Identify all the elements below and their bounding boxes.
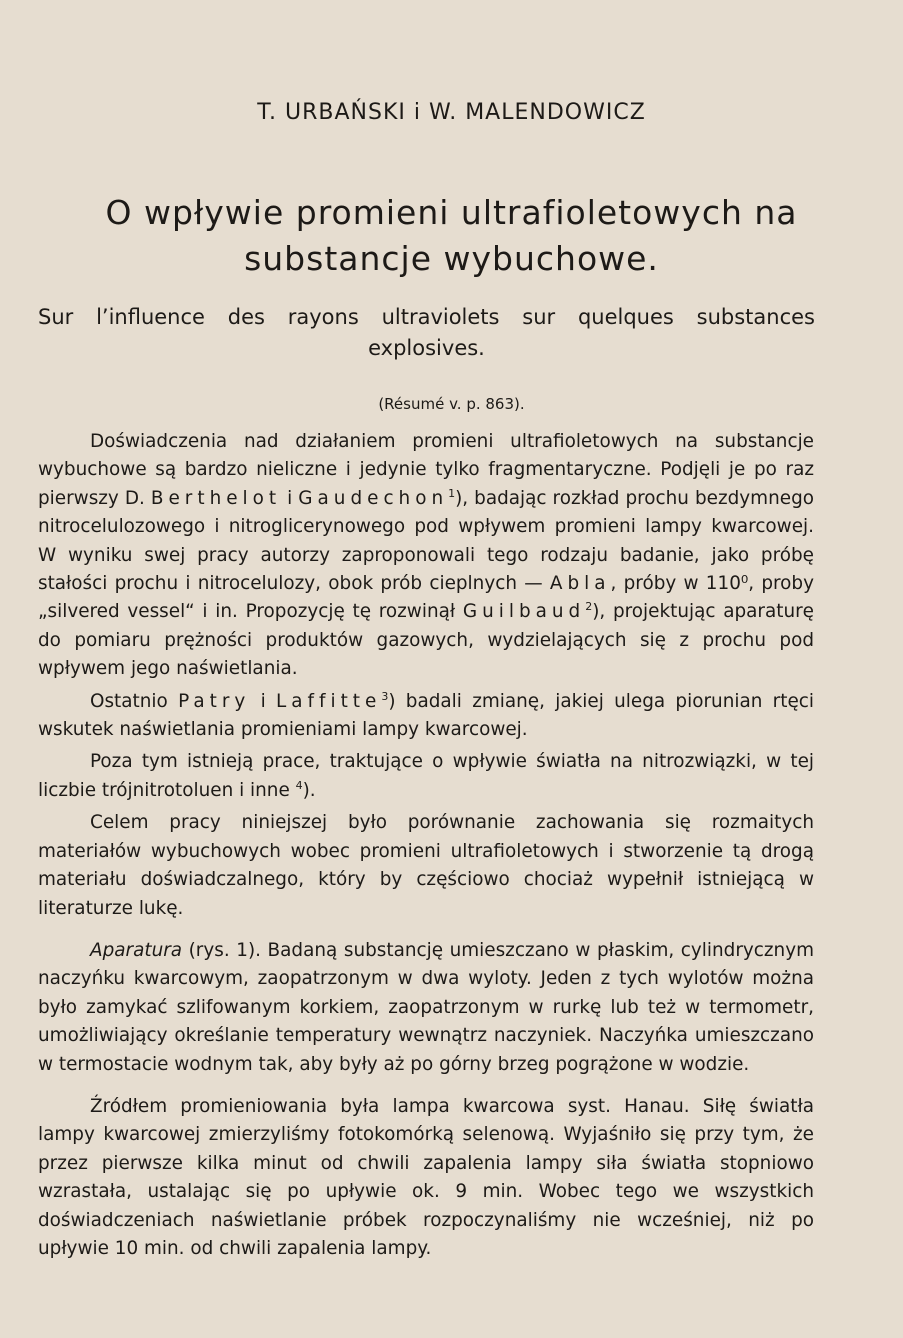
author-name: Gaudechon [298,487,449,509]
article-body [38,428,814,1263]
paragraph: Źródłem promieniowania była lampa kwarcowa syst. Hanau. Siłę światła lampy kwarcowej zmierzyliśmy fotokomórką selenową. Wyjaśniło się przy tym, że przez pierwsze kilka minut od chwili zapalenia lampy siła światła stopniowo wzrastała, ustalając się po upływie ok. 9 min. Wobec tego we wszystkich doświadczeniach naświetlanie próbek rozpoczynaliśmy nie wcześniej, niż po upływie 10 min. od chwili zapalenia lampy. [38,1095,814,1259]
resume-reference: (Résumé v. p. 863). [378,395,525,413]
text-run: Doświadczenia nad działaniem promieni ultrafioletowych na substancje wybuchowe są bardzo nieliczne i jedynie tylko fragmentaryczne. Podjęli je po raz pierwszy D. [38,431,814,509]
text-run: i [250,690,276,712]
paragraph [38,937,814,1079]
footnote-ref: 1 [448,486,456,500]
footnote-ref: 4 [295,778,303,792]
authors: T. URBAŃSKI i W. MALENDOWICZ [257,100,646,125]
author-name: Laffitte [276,690,382,712]
text-run: i [281,487,299,509]
article-title: O wpływie promieni ultrafioletowych na substancje wybuchowe. [105,193,798,278]
footnote-ref: 3 [381,689,389,703]
section-label: Aparatura [90,939,183,961]
paragraph [38,428,814,684]
author-name: Abla [549,573,611,595]
paragraph [38,688,814,745]
author-name: Patry [178,690,251,712]
footnote-ref: 2 [585,600,593,614]
text-run: ). [302,779,316,801]
author-name: Guilbaud [462,601,586,623]
text-run: ) badali zmianę, jakiej ulega piorunian rtęci wskutek naświetlania promieniami lampy kwarcowej. [38,690,814,741]
author-name: Berthelot [150,487,282,509]
text-run: ), badając rozkład prochu bezdymnego nitrocelulozowego i nitroglicerynowego pod wpływem promieni lampy kwarcowej. W wyniku swej pracy autorzy zaproponowali tego rodzaju badanie, jako próbę stałości prochu i nitrocelulozy, obok prób cieplnych — [38,487,814,595]
text-run: (rys. 1). Badaną substancję umieszczano w płaskim, cylindrycznym naczyńku kwarcowym, zaopatrzonym w dwa wyloty. Jeden z tych wylotów można było zamykać szlifowanym korkiem, zaopatrzonym w rurkę lub też w termometr, umożliwiający określanie temperatury wewnątrz naczyniek. Naczyńka umieszczano w termostacie wodnym tak, aby były aż po górny brzeg pogrążone w wodzie. [38,939,814,1075]
text-run: Ostatnio [90,690,179,712]
text-run: ), projektując aparaturę do pomiaru prężności produktów gazowych, wydzielających się z prochu pod wpływem jego naświetlania. [38,601,814,680]
french-title: Sur l’influence des rayons ultraviolets sur quelques substances explosives. [38,305,815,360]
text-run: , próby w 110⁰, proby „silvered vessel“ i in. Propozycję tę rozwinął [38,573,814,623]
paragraph [38,748,814,805]
paragraph: Celem pracy niniejszej było porównanie zachowania się rozmaitych materiałów wybuchowych wobec promieni ultrafioletowych i stworzenie tą drogą materiału doświadczalnego, który by częściowo chociaż wypełnił istniejącą w literaturze lukę. [38,812,814,919]
text-run: Poza tym istnieją prace, traktujące o wpływie światła na nitrozwiązki, w tej liczbie trójnitrotoluen i inne [38,751,814,801]
